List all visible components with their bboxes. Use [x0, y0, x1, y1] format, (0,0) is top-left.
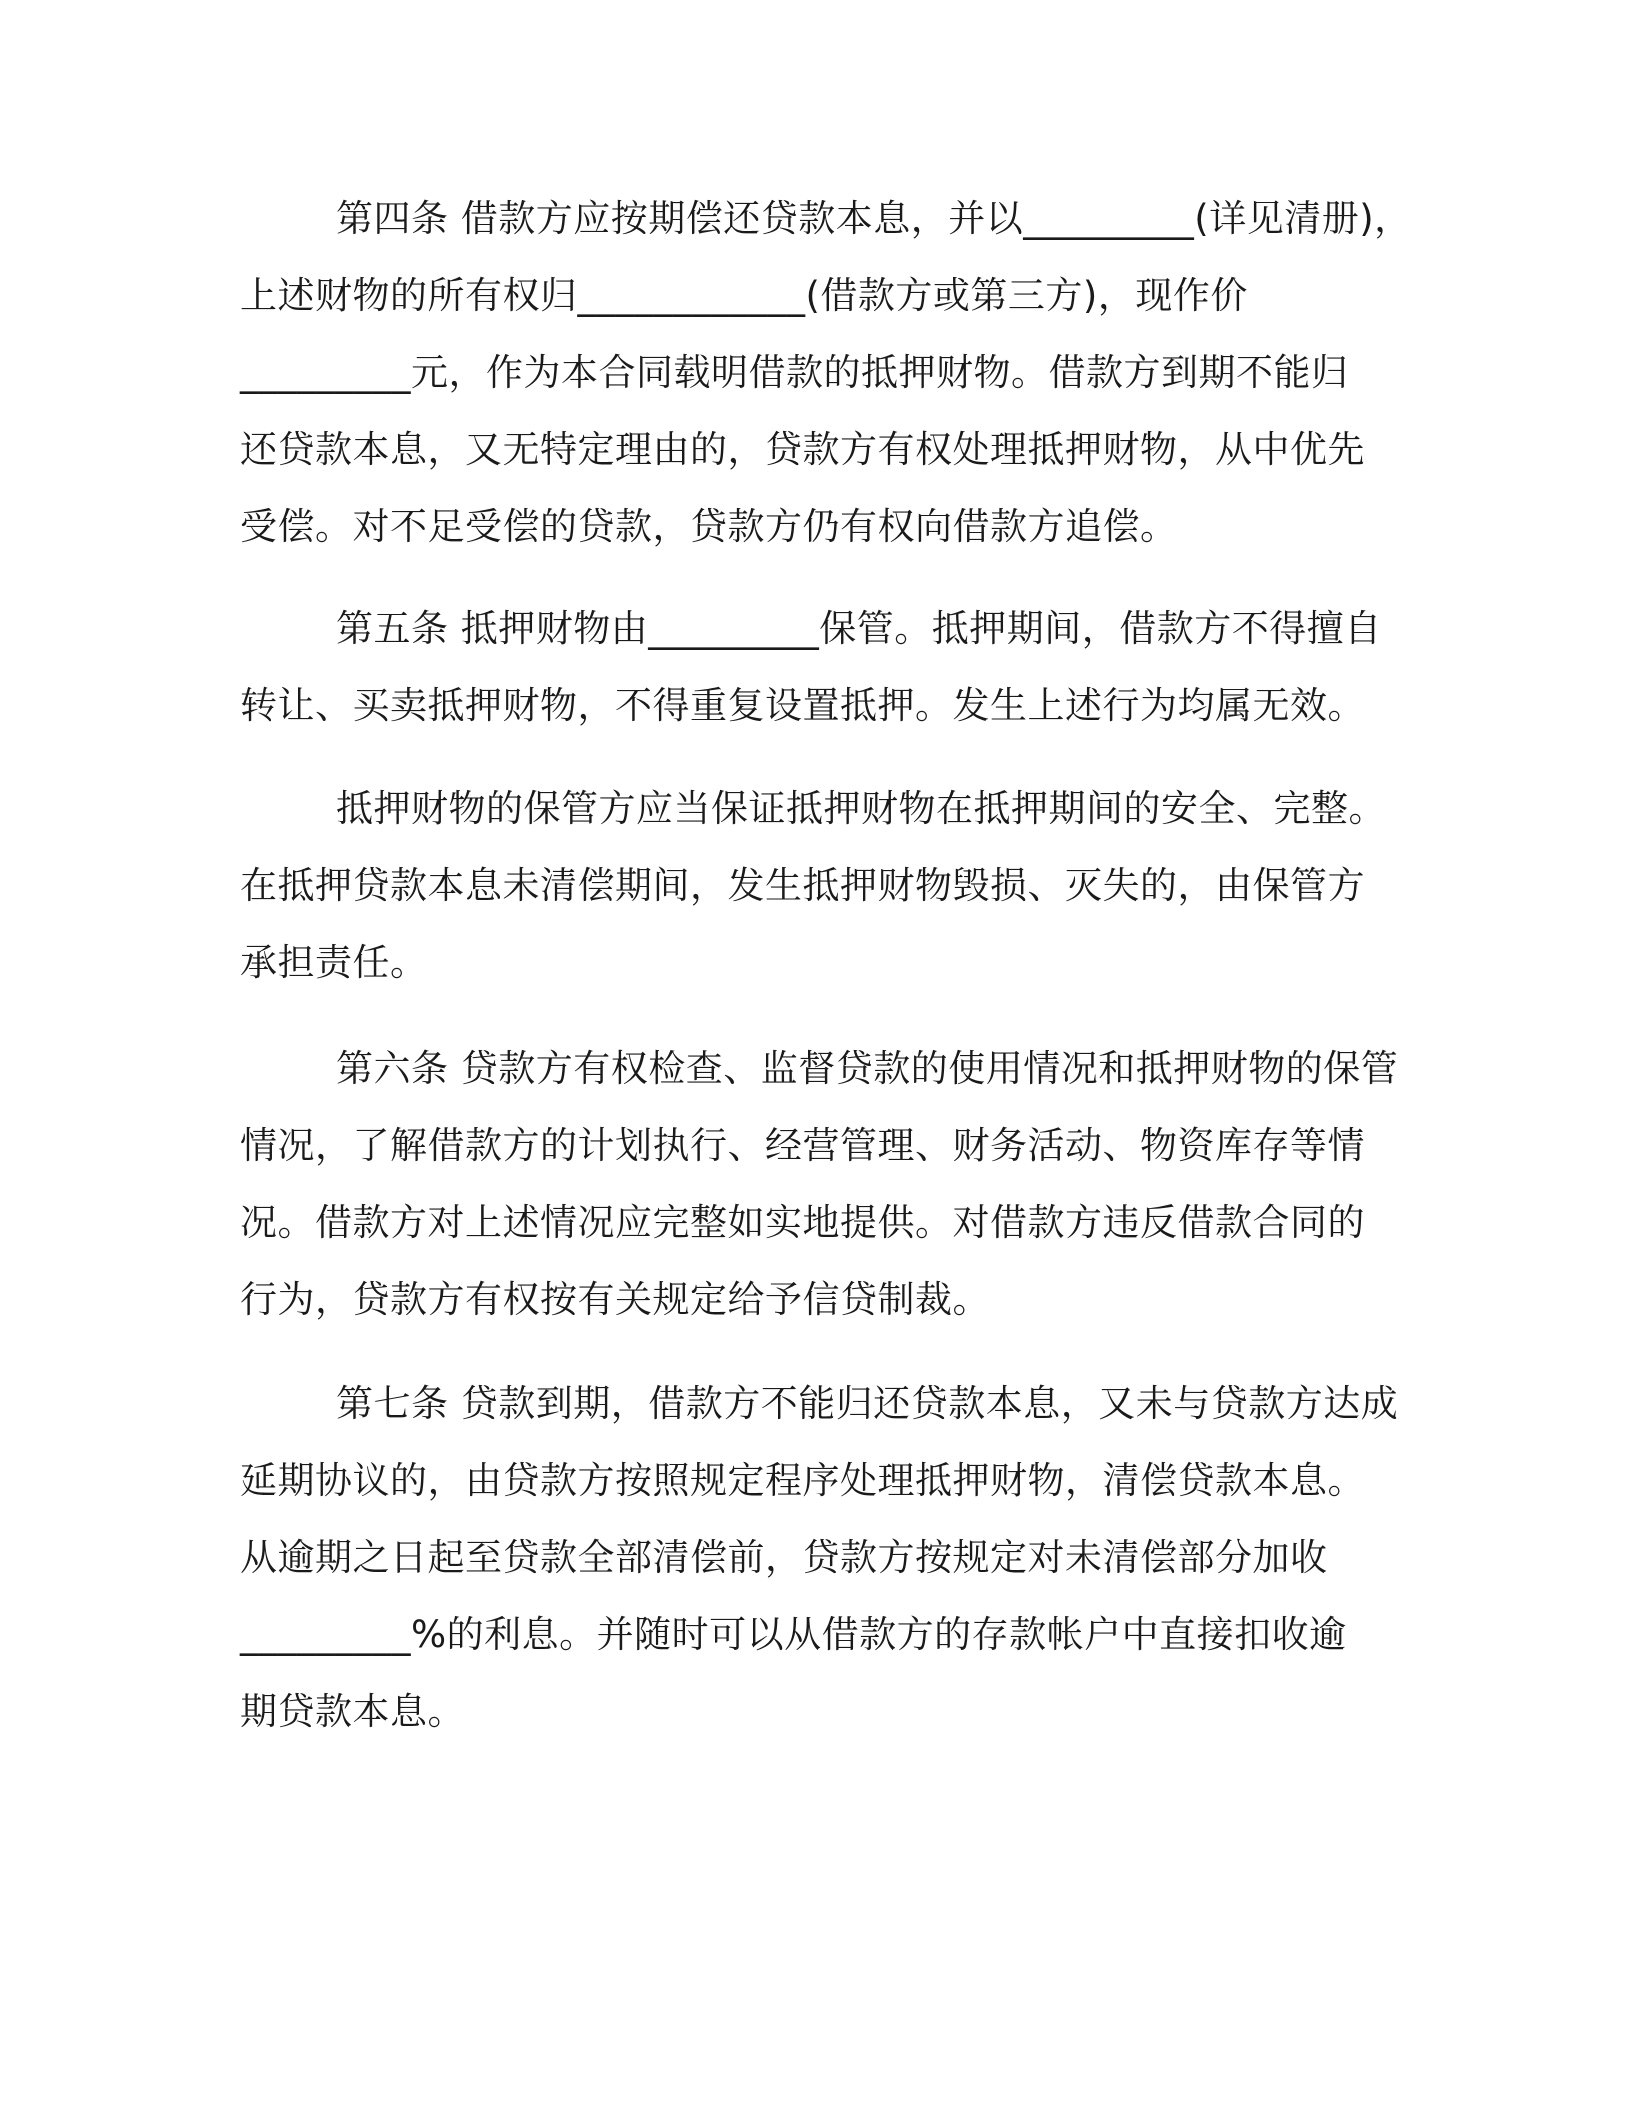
article-5-line: 第五条 抵押财物由_________保管。抵押期间，借款方不得擅自: [336, 607, 1382, 650]
article-4: [240, 180, 1412, 565]
article-6-line: 行为，贷款方有权按有关规定给予信贷制裁。: [240, 1278, 990, 1321]
article-4-line: 第四条 借款方应按期偿还贷款本息，并以_________(详见清册)，: [336, 197, 1412, 240]
article-7-line: _________%的利息。并随时可以从借款方的存款帐户中直接扣收逾: [240, 1613, 1347, 1656]
article-4-line: 上述财物的所有权归____________(借款方或第三方)，现作价: [240, 274, 1248, 317]
article-6: [240, 1030, 1399, 1338]
custody-line: 抵押财物的保管方应当保证抵押财物在抵押期间的安全、完整。: [336, 787, 1386, 830]
article-5: [240, 590, 1390, 744]
custody-line: 承担责任。: [240, 941, 428, 984]
article-6-line: 情况，了解借款方的计划执行、经营管理、财务活动、物资库存等情: [240, 1124, 1365, 1167]
article-7-line: 期贷款本息。: [240, 1690, 465, 1733]
article-7: [240, 1365, 1399, 1750]
article-4-line: _________元，作为本合同载明借款的抵押财物。借款方到期不能归: [240, 351, 1349, 394]
article-4-line: 还贷款本息，又无特定理由的，贷款方有权处理抵押财物，从中优先: [240, 428, 1365, 471]
article-6-line: 况。借款方对上述情况应完整如实地提供。对借款方违反借款合同的: [240, 1201, 1365, 1244]
article-7-line: 从逾期之日起至贷款全部清偿前，贷款方按规定对未清偿部分加收: [240, 1536, 1328, 1579]
article-7-line: 延期协议的，由贷款方按照规定程序处理抵押财物，清偿贷款本息。: [240, 1459, 1365, 1502]
article-7-line: 第七条 贷款到期，借款方不能归还贷款本息，又未与贷款方达成: [336, 1382, 1399, 1425]
article-5-custody-paragraph: [240, 770, 1390, 1001]
article-6-line: 第六条 贷款方有权检查、监督贷款的使用情况和抵押财物的保管: [336, 1047, 1399, 1090]
article-4-line: 受偿。对不足受偿的贷款，贷款方仍有权向借款方追偿。: [240, 505, 1178, 548]
article-5-line: 转让、买卖抵押财物，不得重复设置抵押。发生上述行为均属无效。: [240, 684, 1365, 727]
custody-line: 在抵押贷款本息未清偿期间，发生抵押财物毁损、灭失的，由保管方: [240, 864, 1365, 907]
